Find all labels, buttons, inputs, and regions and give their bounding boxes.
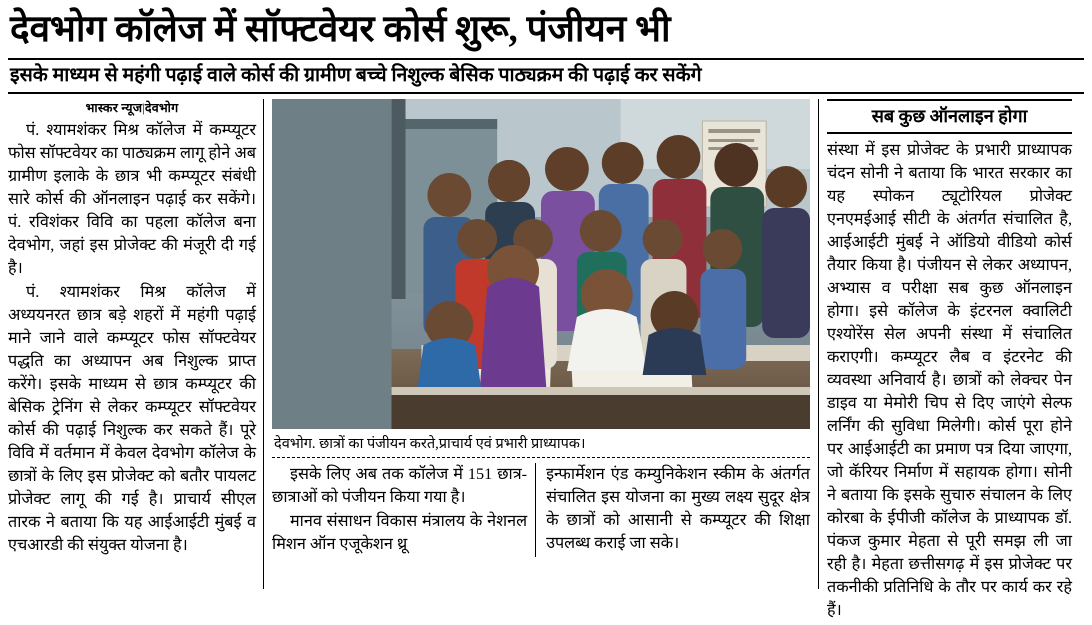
byline-source: भास्कर न्यूज xyxy=(85,101,143,116)
middle-bottom-col-2 xyxy=(546,463,810,557)
right-column xyxy=(819,99,1072,620)
students-registration-photo xyxy=(272,99,810,429)
right-paragraph-1: संस्था में इस प्रोजेक्ट के प्रभारी प्राध्यापक चंदन सोनी ने बताया कि भारत सरकार का यह स्पोकन ट्यूटोरियल प्रोजेक्ट एनएमईआई सीटी के अंतर्गत संचालित है, आईआईटी मुंबई ने ऑडियो वीडियो कोर्स तैयार किया है। पंजीयन से लेकर अध्यापन, अभ्यास व परीक्षा सब कुछ ऑनलाइन होगा। इसे कॉलेज के इंटरनल क्वालिटी एश्योरेंस सेल अपनी संस्था में संचालित कराएगी। कम्प्यूटर लैब व इंटरनेट की व्यवस्था अनिवार्य है। छात्रों को लेक्चर पेन डाइव या मेमोरी चिप से दिए जाएंगे सेल्फ लर्निंग की सुविधा मिलेगी। कोर्स पूरा होने पर आईआईटी का प्रमाण पत्र दिया जाएगा, जो कॅरियर निर्माण में सहायक होगा। सोनी ने बताया कि इसके सुचारु संचालन के लिए कोरबा के ईपीजी कॉलेज के प्राध्यापक डॉ. पंकज कुमार मेहता से पूरी समझ ली जा रही है। मेहता छत्तीसगढ़ में इस प्रोजेक्ट पर तकनीकी प्रतिनिधि के तौर पर कार्य कर रहे हैं। xyxy=(827,141,1072,620)
photo-illustration xyxy=(272,99,810,429)
mid-paragraph-1: इसके लिए अब तक कॉलेज में 151 छात्र-छात्राओं को पंजीयन किया गया है। xyxy=(272,465,528,507)
byline-place: देवभोग xyxy=(144,101,179,116)
middle-column xyxy=(264,99,819,589)
page-subheadline: इसके माध्यम से महंगी पढ़ाई वाले कोर्स की ग्रामीण बच्चे निशुल्क बेसिक पाठ्यक्रम की पढ़ाई कर सकेंगे xyxy=(10,64,702,86)
page-headline: देवभोग कॉलेज में सॉफ्टवेयर कोर्स शुरू, पंजीयन भी xyxy=(10,9,671,50)
middle-bottom-col-1 xyxy=(272,463,536,557)
mid-paragraph-3: इन्फार्मेशन एंड कम्युनिकेशन स्कीम के अंतर्गत संचालित इस योजना का मुख्य लक्ष्य सुदूर क्षेत्र के छात्रों को आसानी से कम्प्यूटर की शिक्षा उपलब्ध कराई जा सके। xyxy=(546,465,810,553)
subheadline-bar xyxy=(8,58,1084,94)
byline-separator: | xyxy=(142,101,145,116)
left-column xyxy=(8,99,264,589)
left-paragraph-2: पं. श्यामशंकर मिश्र कॉलेज में अध्ययनरत छात्र बड़े शहरों में महंगी पढ़ाई माने जाने वाले कम्प्यूटर फोस सॉफ्टवेयर पद्धति का अध्यापन अब निशुल्क प्राप्त करेंगे। इसके माध्यम से छात्र कम्प्यूटर की बेसिक ट्रेनिंग से लेकर कम्प्यूटर सॉफ्टवेयर कोर्स की पढ़ाई निशुल्क कर सकते हैं। पूरे विवि में वर्तमान में केवल देवभोग कॉलेज के छात्रों के लिए इस प्रोजेक्ट को बतौर पायलट प्रोजेक्ट लागू की गई है। प्राचार्य सीएल तारक ने बताया कि यह आईआईटी मुंबई व एचआरडी की संयुक्त योजना है। xyxy=(8,283,256,555)
left-paragraph-1: पं. श्यामशंकर मिश्र कॉलेज में कम्प्यूटर फोस सॉफ्टवेयर का पाठ्यक्रम लागू होने अब ग्रामीण इलाके के छात्र भी कम्प्यूटर संबंधी सारे कोर्स की ऑनलाइन पढ़ाई कर सकेंगे। पं. रविशंकर विवि का पहला कॉलेज बना देवभोग, जहां इस प्रोजेक्ट की मंजूरी दी गई है। xyxy=(8,121,256,278)
middle-bottom-columns xyxy=(272,463,810,557)
mid-paragraph-2: मानव संसाधन विकास मंत्रालय के नेशनल मिशन ऑन एजूकेशन थ्रू xyxy=(272,512,528,554)
sidebar-title: सब कुछ ऑनलाइन होगा xyxy=(827,99,1072,134)
photo-caption: देवभोग. छात्रों का पंजीयन करते,प्राचार्य एवं प्रभारी प्राध्यापक। xyxy=(272,429,810,458)
byline xyxy=(8,99,256,116)
article-body xyxy=(8,99,1084,620)
